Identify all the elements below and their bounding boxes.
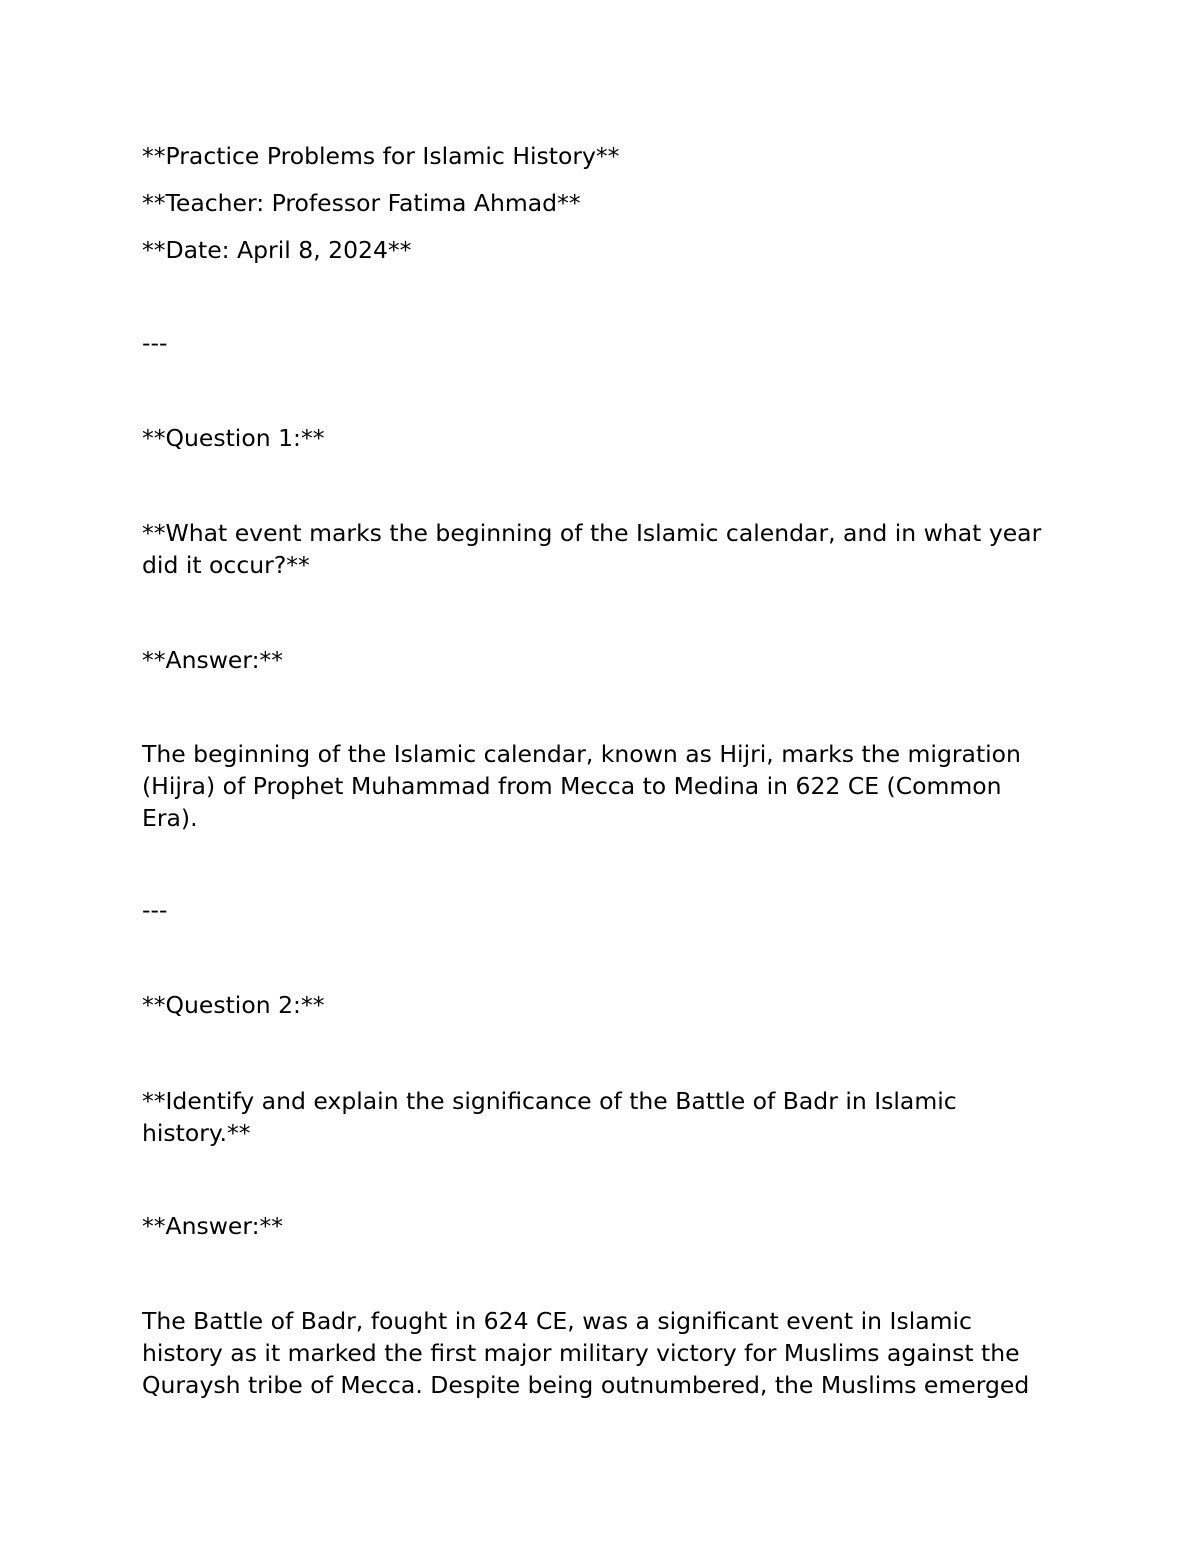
answer-2-text-line-2: history as it marked the first major military victory for Muslims against the [142,1339,1020,1367]
answer-1-label: **Answer:** [142,646,284,674]
question-2-text-line-2: history.** [142,1119,251,1147]
date-line: **Date: April 8, 2024** [142,236,412,264]
answer-1-text-line-1: The beginning of the Islamic calendar, known as Hijri, marks the migration [142,740,1021,768]
question-1-label: **Question 1:** [142,424,325,452]
answer-1-text-line-3: Era). [142,804,198,832]
answer-2-text-line-1: The Battle of Badr, fought in 624 CE, was a significant event in Islamic [142,1307,972,1335]
separator: --- [142,329,168,357]
answer-2-label: **Answer:** [142,1212,284,1240]
separator: --- [142,896,168,924]
question-1-text-line-1: **What event marks the beginning of the Islamic calendar, and in what year [142,519,1042,547]
document-title: **Practice Problems for Islamic History** [142,142,620,170]
question-1-text-line-2: did it occur?** [142,551,310,579]
question-2-text-line-1: **Identify and explain the significance of the Battle of Badr in Islamic [142,1087,957,1115]
answer-1-text-line-2: (Hijra) of Prophet Muhammad from Mecca to Medina in 622 CE (Common [142,772,1002,800]
teacher-line: **Teacher: Professor Fatima Ahmad** [142,189,581,217]
question-2-label: **Question 2:** [142,991,325,1019]
answer-2-text-line-3: Quraysh tribe of Mecca. Despite being outnumbered, the Muslims emerged [142,1371,1030,1399]
